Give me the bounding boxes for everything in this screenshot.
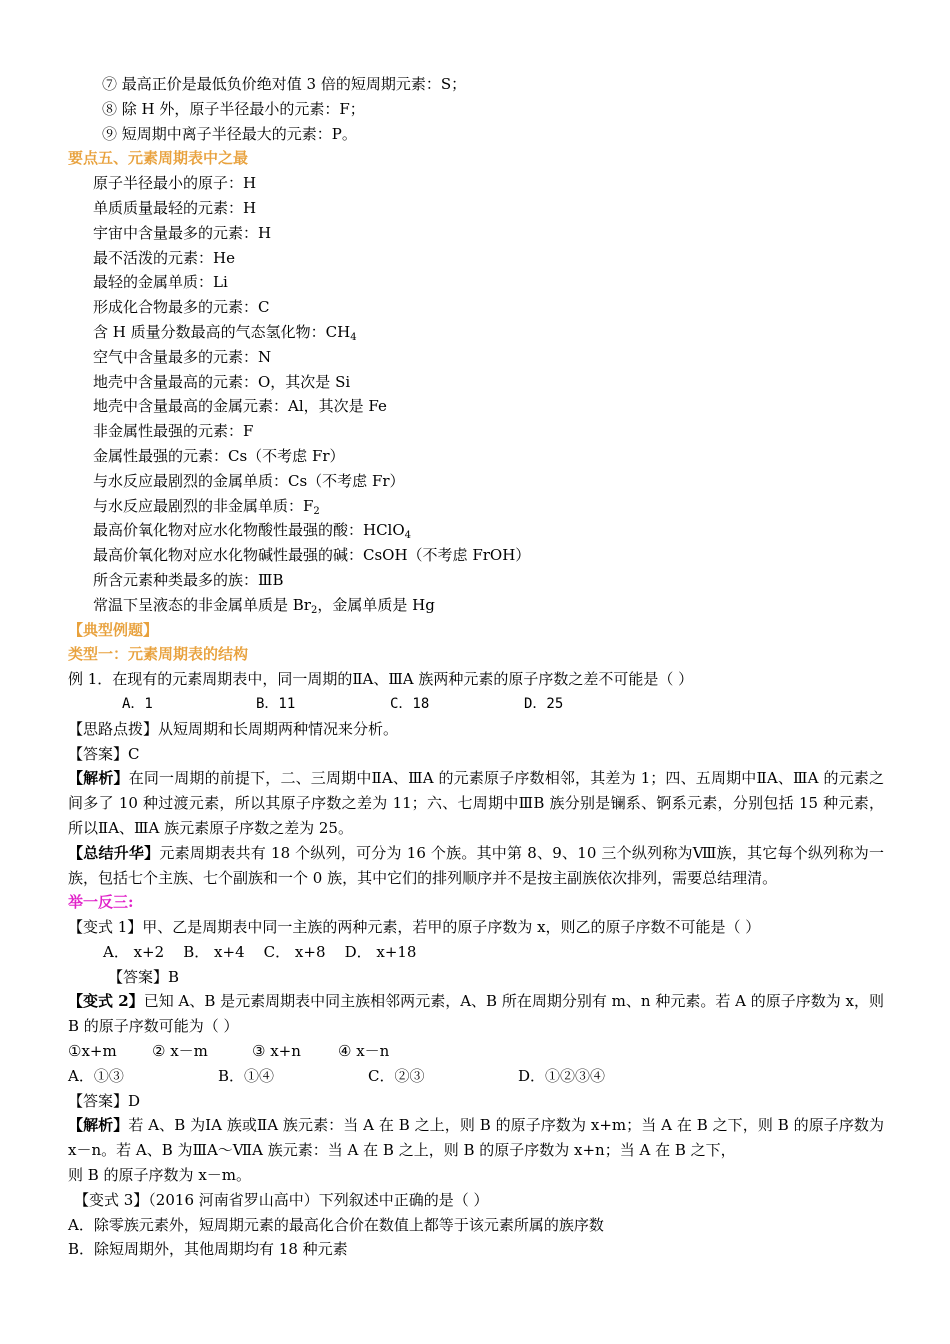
list-item: 宇宙中含量最多的元素：H bbox=[93, 223, 272, 242]
option-c: C．②③ bbox=[368, 1066, 425, 1085]
example-options bbox=[0, 692, 950, 717]
summary bbox=[0, 841, 950, 891]
list-item: ⑧ 除 H 外，原子半径最小的元素：F； bbox=[102, 99, 365, 118]
list-item bbox=[0, 320, 950, 345]
list-item: 形成化合物最多的元素：C bbox=[93, 298, 270, 317]
subscript: 2 bbox=[313, 505, 320, 517]
type-heading: 类型一：元素周期表的结构 bbox=[68, 645, 249, 664]
variant-question: 【变式 1】甲、乙是周期表中同一主族的两种元素，若甲的原子序数为 x，则乙的原子序数不可能是（ ） bbox=[68, 918, 761, 937]
choice-3: ③ x+n bbox=[252, 1042, 301, 1061]
option-c: C．18 bbox=[390, 695, 430, 712]
option-d: D．①②③④ bbox=[518, 1066, 606, 1085]
item-text: 常温下呈液态的非金属单质是 Br bbox=[93, 595, 311, 614]
option-a: A．①③ bbox=[68, 1066, 124, 1085]
option-a: A．除零族元素外，短周期元素的最高化合价在数值上都等于该元素所属的族序数 bbox=[68, 1215, 604, 1234]
variant-question bbox=[0, 989, 950, 1039]
variant-question: 【变式 3】（2016 河南省罗山高中）下列叙述中正确的是（ ） bbox=[74, 1190, 489, 1209]
choice-2: ② x－m bbox=[152, 1042, 208, 1061]
summary-text: 元素周期表共有 18 个纵列，可分为 16 个族。其中第 8、9、10 三个纵列称为Ⅷ族，其它每个纵列称为一族，包括七个主族、七个副族和一个 0 族，其中它们的排列顺序并不是按主副族依次排列，需要总结理清。 bbox=[68, 843, 884, 887]
option-d: D．25 bbox=[524, 695, 564, 712]
answer: 【答案】B bbox=[108, 967, 180, 986]
choice-1: ①x+m bbox=[68, 1042, 117, 1061]
list-item: ⑨ 短周期中离子半径最大的元素：P。 bbox=[102, 124, 357, 143]
variant-label: 【变式 2】 bbox=[68, 992, 144, 1011]
document-page bbox=[0, 72, 950, 1262]
option-b: B．11 bbox=[256, 695, 296, 712]
variant-options bbox=[0, 1064, 950, 1089]
list-item: 地壳中含量最高的元素：O，其次是 Si bbox=[93, 372, 351, 391]
analysis-label: 【解析】 bbox=[68, 1116, 129, 1135]
variant-text: 已知 A、B 是元素周期表中同主族相邻两元素，A、B 所在周期分别有 m、n 种元素。若 A 的原子序数为 x，则 B 的原子序数可能为（ ） bbox=[68, 992, 884, 1036]
list-item: 原子半径最小的原子：H bbox=[93, 174, 257, 193]
option-a: A．1 bbox=[122, 695, 153, 712]
variant-choices bbox=[0, 1039, 950, 1064]
summary-label: 【总结升华】 bbox=[68, 843, 160, 862]
example-question: 例 1．在现有的元素周期表中，同一周期的ⅡA、ⅢA 族两种元素的原子序数之差不可能是（ ） bbox=[68, 670, 694, 689]
list-item: 所含元素种类最多的族：ⅢB bbox=[93, 570, 284, 589]
list-item: 最不活泼的元素：He bbox=[93, 248, 235, 267]
option-b: B．①④ bbox=[218, 1066, 275, 1085]
analysis-text: 在同一周期的前提下，二、三周期中ⅡA、ⅢA 的元素原子序数相邻，其差为 1；四、五周期中ⅡA、ⅢA 的元素之间多了 10 种过渡元素，所以其原子序数之差为 11；六、七周期中ⅢB 族分别是镧系、锕系元素，分别包括 15 种元素，所以ⅡA、ⅢA 族元素原子序数之差为 25。 bbox=[68, 769, 884, 837]
list-item: 非金属性最强的元素：F bbox=[93, 422, 254, 441]
item-text: 含 H 质量分数最高的气态氢化物：CH bbox=[93, 322, 351, 341]
analysis bbox=[0, 1113, 950, 1163]
list-item: 最高价氧化物对应水化物碱性最强的碱：CsOH（不考虑 FrOH） bbox=[93, 546, 531, 565]
item-text: 与水反应最剧烈的非金属单质：F bbox=[93, 496, 314, 515]
list-item bbox=[0, 593, 950, 618]
analysis-text: 若 A、B 为ⅠA 族或ⅡA 族元素：当 A 在 B 之上，则 B 的原子序数为 x+m；当 A 在 B 之下，则 B 的原子序数为 x－n。若 A、B 为ⅢA～ⅦA 族元素：当 A 在 B 之上，则 B 的原子序数为 x+n；当 A 在 B 之下， bbox=[68, 1116, 884, 1160]
list-item: 与水反应最剧烈的金属单质：Cs（不考虑 Fr） bbox=[93, 471, 405, 490]
section-heading: 要点五、元素周期表中之最 bbox=[68, 149, 249, 168]
answer: 【答案】D bbox=[68, 1091, 141, 1110]
list-item: 地壳中含量最高的金属元素：Al，其次是 Fe bbox=[93, 397, 387, 416]
item-text: ，金属单质是 Hg bbox=[317, 595, 435, 614]
option-b: B．除短周期外，其他周期均有 18 种元素 bbox=[68, 1240, 348, 1259]
hint: 【思路点拨】从短周期和长周期两种情况来分析。 bbox=[68, 719, 399, 738]
subscript: 4 bbox=[350, 331, 357, 343]
analysis-end: 则 B 的原子序数为 x－m。 bbox=[68, 1166, 252, 1185]
list-item bbox=[0, 518, 950, 543]
item-text: 最高价氧化物对应水化物酸性最强的酸：HClO bbox=[93, 521, 405, 540]
list-item: 金属性最强的元素：Cs（不考虑 Fr） bbox=[93, 446, 345, 465]
variant-options: A． x+2 B． x+4 C． x+8 D． x+18 bbox=[103, 942, 417, 961]
analysis-label: 【解析】 bbox=[68, 769, 129, 788]
answer: 【答案】C bbox=[68, 744, 140, 763]
list-item: ⑦ 最高正价是最低负价绝对值 3 倍的短周期元素：S； bbox=[102, 75, 467, 93]
subscript: 4 bbox=[404, 530, 412, 542]
list-item bbox=[0, 494, 950, 519]
list-item: 空气中含量最多的元素：N bbox=[93, 347, 272, 366]
practice-heading: 举一反三: bbox=[68, 893, 134, 912]
list-item: 单质质量最轻的元素：H bbox=[93, 198, 257, 217]
list-item: 最轻的金属单质：Li bbox=[93, 273, 228, 292]
examples-heading: 【典型例题】 bbox=[68, 620, 159, 639]
choice-4: ④ x－n bbox=[338, 1042, 390, 1061]
subscript: 2 bbox=[310, 604, 318, 616]
analysis bbox=[0, 766, 950, 840]
